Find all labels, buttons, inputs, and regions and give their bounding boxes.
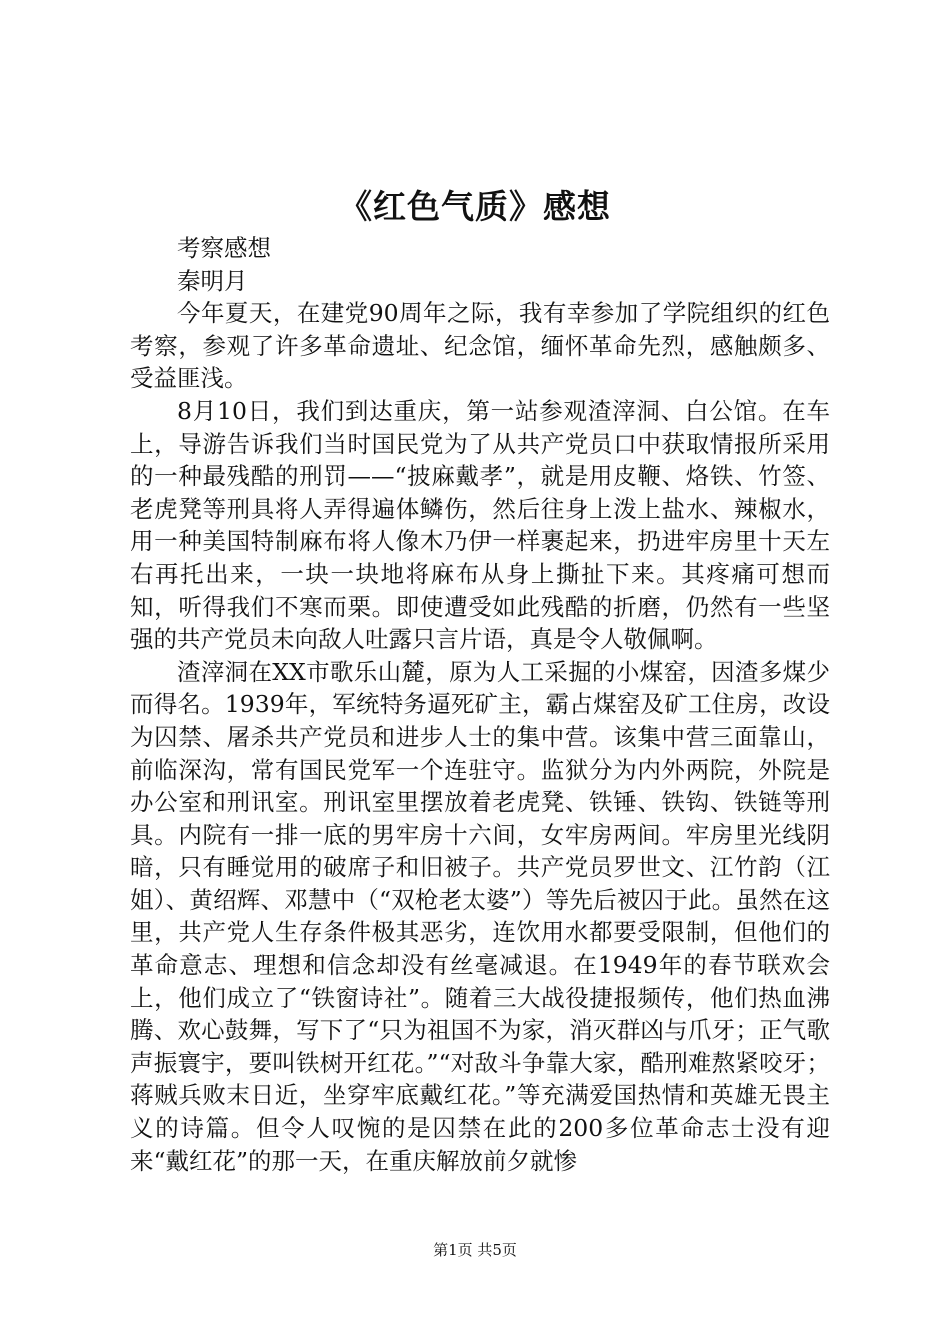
document-body	[130, 232, 830, 1177]
paragraph-intro: 今年夏天，在建党90周年之际，我有幸参加了学院组织的红色考察，参观了许多革命遗址、纪念馆，缅怀革命先烈，感触颇多、受益匪浅。	[130, 299, 830, 393]
paragraph-chongqing-visit: 8月10日，我们到达重庆，第一站参观渣滓洞、白公馆。在车上，导游告诉我们当时国民党为了从共产党员口中获取情报所采用的一种最残酷的刑罚——“披麻戴孝”，就是用皮鞭、烙铁、竹签、老虎凳等刑具将人弄得遍体鳞伤，然后往身上泼上盐水、辣椒水，用一种美国特制麻布将人像木乃伊一样裹起来，扔进牢房里十天左右再托出来，一块一块地将麻布从身上撕扯下来。其疼痛可想而知，听得我们不寒而栗。即使遭受如此残酷的折磨，仍然有一些坚强的共产党员未向敌人吐露只言片语，真是令人敬佩啊。	[130, 396, 830, 654]
page-footer: 第1页 共5页	[433, 1241, 517, 1259]
paragraph-zhazidong: 渣滓洞在XX市歌乐山麓，原为人工采掘的小煤窑，因渣多煤少而得名。1939年，军统特务逼死矿主，霸占煤窑及矿工住房，改设为囚禁、屠杀共产党员和进步人士的集中营。该集中营三面靠山，前临深沟，常有国民党军一个连驻守。监狱分为内外两院，外院是办公室和刑讯室。刑讯室里摆放着老虎凳、铁锤、铁钩、铁链等刑具。内院有一排一底的男牢房十六间，女牢房两间。牢房里光线阴暗，只有睡觉用的破席子和旧被子。共产党员罗世文、江竹韵（江姐）、黄绍辉、邓慧中（“双枪老太婆”）等先后被囚于此。虽然在这里，共产党人生存条件极其恶劣，连饮用水都要受限制，但他们的革命意志、理想和信念却没有丝毫减退。在1949年的春节联欢会上，他们成立了“铁窗诗社”。随着三大战役捷报频传，他们热血沸腾、欢心鼓舞，写下了“只为祖国不为家，消灭群凶与爪牙；正气歌声振寰宇，要叫铁树开红花。”“对敌斗争靠大家，酷刑难熬紧咬牙；蒋贼兵败末日近，坐穿牢底戴红花。”等充满爱国热情和英雄无畏主义的诗篇。但令人叹惋的是囚禁在此的200多位革命志士没有迎来“戴红花”的那一天，在重庆解放前夕就惨	[130, 657, 830, 1175]
document-title: 《红色气质》感想	[339, 187, 611, 226]
paragraph-section-label: 考察感想	[177, 234, 271, 262]
paragraph-author: 秦明月	[177, 266, 248, 295]
